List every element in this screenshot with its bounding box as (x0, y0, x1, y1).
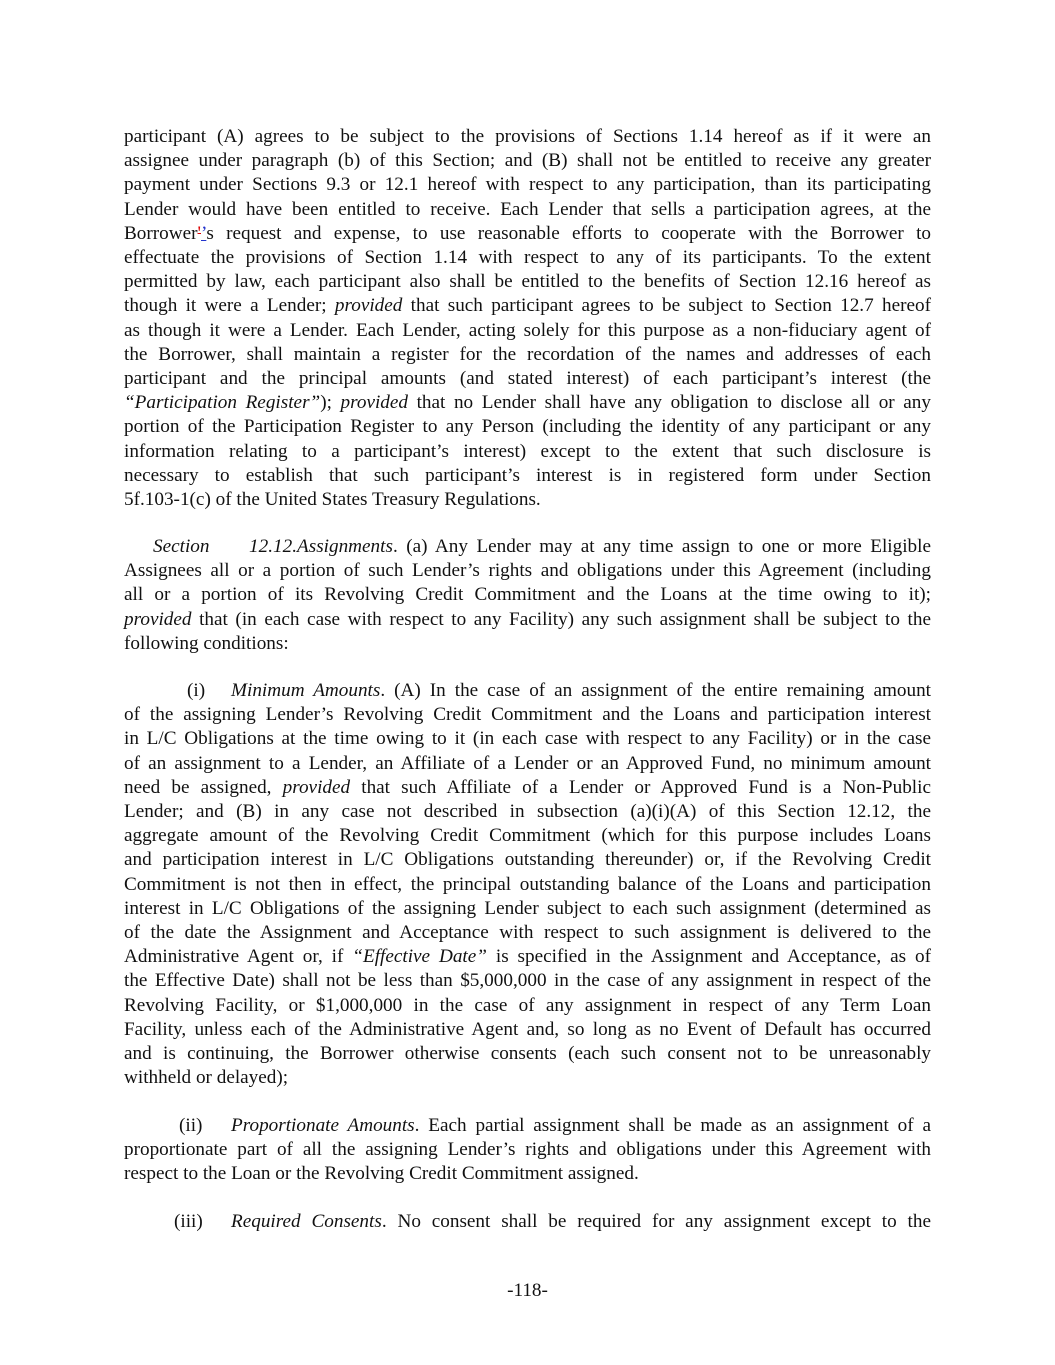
text-line (124, 727, 931, 751)
text-segment: Lender would have been entitled to receive. Each Lender that sells a participation agrees, at the (124, 198, 931, 220)
text-line (124, 800, 931, 824)
section-label: (i) (187, 680, 206, 701)
italic-text: provided (282, 776, 351, 798)
text-segment: participant (A) agrees to be subject to the provisions of Sections 1.14 hereof as if it were an (124, 126, 931, 147)
text-line (124, 1066, 931, 1090)
text-segment: information relating to a participant’s interest) except to the extent that such disclosure is (124, 440, 931, 462)
text-segment: of the date the Assignment and Acceptance with respect to such assignment is delivered to the (124, 922, 931, 943)
page-number: -118- (507, 1280, 548, 1301)
text-segment: though it were a Lender; (124, 295, 335, 317)
text-line (124, 222, 931, 246)
text-segment: necessary to establish that such participant’s interest is in registered form under Section (124, 464, 931, 486)
text-segment: of an assignment to a Lender, an Affiliate of a Lender or an Approved Fund, no minimum amount (124, 752, 931, 774)
section-label: (ii) (179, 1115, 203, 1136)
text-line (124, 1162, 931, 1186)
text-segment: . (A) In the case of an assignment of the entire remaining amount (380, 680, 932, 701)
text-line (124, 173, 931, 197)
text-segment: in L/C Obligations at the time owing to it (in each case with respect to any Facility) or in the case (124, 728, 931, 750)
text-line (124, 559, 931, 583)
text-line (124, 294, 931, 318)
text-segment: need be assigned, (124, 776, 283, 798)
italic-text: Assignments (297, 536, 393, 557)
text-segment: that (in each case with respect to any Facility) any such assignment shall be subject to the (191, 608, 931, 630)
text-line (124, 703, 931, 727)
text-line (124, 125, 931, 149)
text-line (124, 464, 931, 488)
text-line (124, 343, 931, 367)
text-segment: proportionate part of all the assigning Lender’s rights and obligations under this Agreement with (124, 1139, 931, 1161)
text-segment: Administrative Agent or, if (124, 946, 353, 968)
text-line (124, 367, 931, 391)
text-line (124, 1018, 931, 1042)
text-line (187, 679, 931, 703)
text-segment: payment under Sections 9.3 or 12.1 hereof with respect to any participation, than its participating (124, 174, 931, 196)
text-line (124, 1138, 931, 1162)
text-line (124, 994, 931, 1018)
line-text (231, 1114, 931, 1138)
text-segment: interest in L/C Obligations of the assigning Lender subject to each such assignment (determined as (124, 897, 931, 919)
text-segment: Borrower (124, 222, 198, 244)
text-segment: Lender; and (B) in any case not described in subsection (a)(i)(A) of this Section 12.12, the (124, 801, 931, 822)
text-segment: respect to the Loan or the Revolving Credit Commitment assigned. (124, 1163, 639, 1185)
section-label: Section 12.12. (153, 536, 297, 557)
text-line (124, 969, 931, 993)
text-line (124, 1042, 931, 1066)
text-line (179, 1114, 931, 1138)
text-line (124, 270, 931, 294)
text-line (124, 488, 931, 512)
section-label: (iii) (174, 1211, 203, 1232)
text-line (124, 632, 931, 656)
text-segment: the Effective Date) shall not be less than $5,000,000 in the case of any assignment in respect of the (124, 970, 931, 992)
text-segment: s request and expense, to use reasonable efforts to cooperate with the Borrower to (206, 222, 931, 244)
text-segment: Revolving Facility, or $1,000,000 in the case of any assignment in respect of any Term Loan (124, 994, 931, 1016)
text-segment: aggregate amount of the Revolving Credit Commitment (which for this purpose includes Loans (124, 825, 931, 847)
text-segment: that such participant agrees to be subject to Section 12.7 hereof (402, 295, 931, 317)
text-segment: all or a portion of its Revolving Credit Commitment and the Loans at the time owing to it); (124, 584, 931, 606)
line-text (297, 535, 931, 559)
text-segment: of the assigning Lender’s Revolving Credit Commitment and the Loans and participation interest (124, 704, 931, 726)
text-segment: . No consent shall be required for any assignment except to the (381, 1211, 931, 1232)
text-segment: and participation interest in L/C Obligations outstanding thereunder) or, if the Revolving Credit (124, 849, 931, 871)
italic-text: Minimum Amounts (231, 680, 381, 701)
italic-text: “Participation Register” (124, 392, 321, 414)
italic-text: Required Consents (231, 1211, 382, 1232)
italic-text: provided (334, 295, 403, 317)
text-line (124, 945, 931, 969)
line-text (231, 1210, 931, 1234)
text-segment: ); (320, 392, 341, 414)
text-line (124, 440, 931, 464)
italic-text: “Effective Date” (352, 946, 487, 968)
text-line (124, 824, 931, 848)
deleted-text: ' (197, 222, 201, 244)
text-segment: that such Affiliate of a Lender or Approved Fund is a Non-Public (350, 776, 931, 798)
text-segment: Assignees all or a portion of such Lender’s rights and obligations under this Agreement (including (124, 560, 931, 582)
text-segment: portion of the Participation Register to any Person (including the identity of any participant or any (124, 416, 931, 438)
text-segment: as though it were a Lender. Each Lender, acting solely for this purpose as a non-fiduciary agent of (124, 319, 931, 341)
inserted-text: ’ (201, 222, 207, 244)
text-line (124, 583, 931, 607)
text-line (124, 149, 931, 173)
text-line (124, 752, 931, 776)
text-line (124, 319, 931, 343)
text-line (124, 897, 931, 921)
text-segment: . (a) Any Lender may at any time assign to one or more Eligible (392, 536, 931, 557)
text-line (124, 873, 931, 897)
text-segment: Commitment is not then in effect, the principal outstanding balance of the Loans and participation (124, 873, 931, 895)
italic-text: provided (124, 608, 192, 630)
text-line (153, 535, 931, 559)
italic-text: provided (340, 392, 409, 414)
text-segment: Facility, unless each of the Administrative Agent and, so long as no Event of Default has occurred (124, 1018, 931, 1040)
text-segment: is specified in the Assignment and Acceptance, as of (486, 946, 932, 968)
text-segment: following conditions: (124, 632, 289, 654)
text-segment: and is continuing, the Borrower otherwise consents (each such consent not to be unreasonably (124, 1043, 931, 1064)
text-segment: withheld or delayed); (124, 1067, 289, 1089)
text-line (124, 776, 931, 800)
text-segment: permitted by law, each participant also shall be entitled to the benefits of Section 12.16 hereof as (124, 271, 931, 293)
text-line (174, 1210, 931, 1234)
text-segment: the Borrower, shall maintain a register for the recordation of the names and addresses of each (124, 343, 931, 365)
line-text (231, 679, 931, 703)
text-line (124, 415, 931, 439)
text-line (124, 198, 931, 222)
text-segment: 5f.103-1(c) of the United States Treasury Regulations. (124, 489, 541, 510)
text-line (124, 246, 931, 270)
text-line (124, 921, 931, 945)
text-line (124, 391, 931, 415)
text-segment: participant and the principal amounts (and stated interest) of each participant’s interest (the (124, 368, 931, 389)
text-line (124, 848, 931, 872)
text-segment: . Each partial assignment shall be made as an assignment of a (414, 1115, 931, 1136)
text-line (124, 608, 931, 632)
text-segment: that no Lender shall have any obligation to disclose all or any (408, 392, 931, 414)
text-segment: assignee under paragraph (b) of this Section; and (B) shall not be entitled to receive any greater (124, 150, 931, 172)
italic-text: Proportionate Amounts (231, 1115, 415, 1136)
text-segment: effectuate the provisions of Section 1.14 with respect to any of its participants. To the extent (124, 247, 931, 268)
